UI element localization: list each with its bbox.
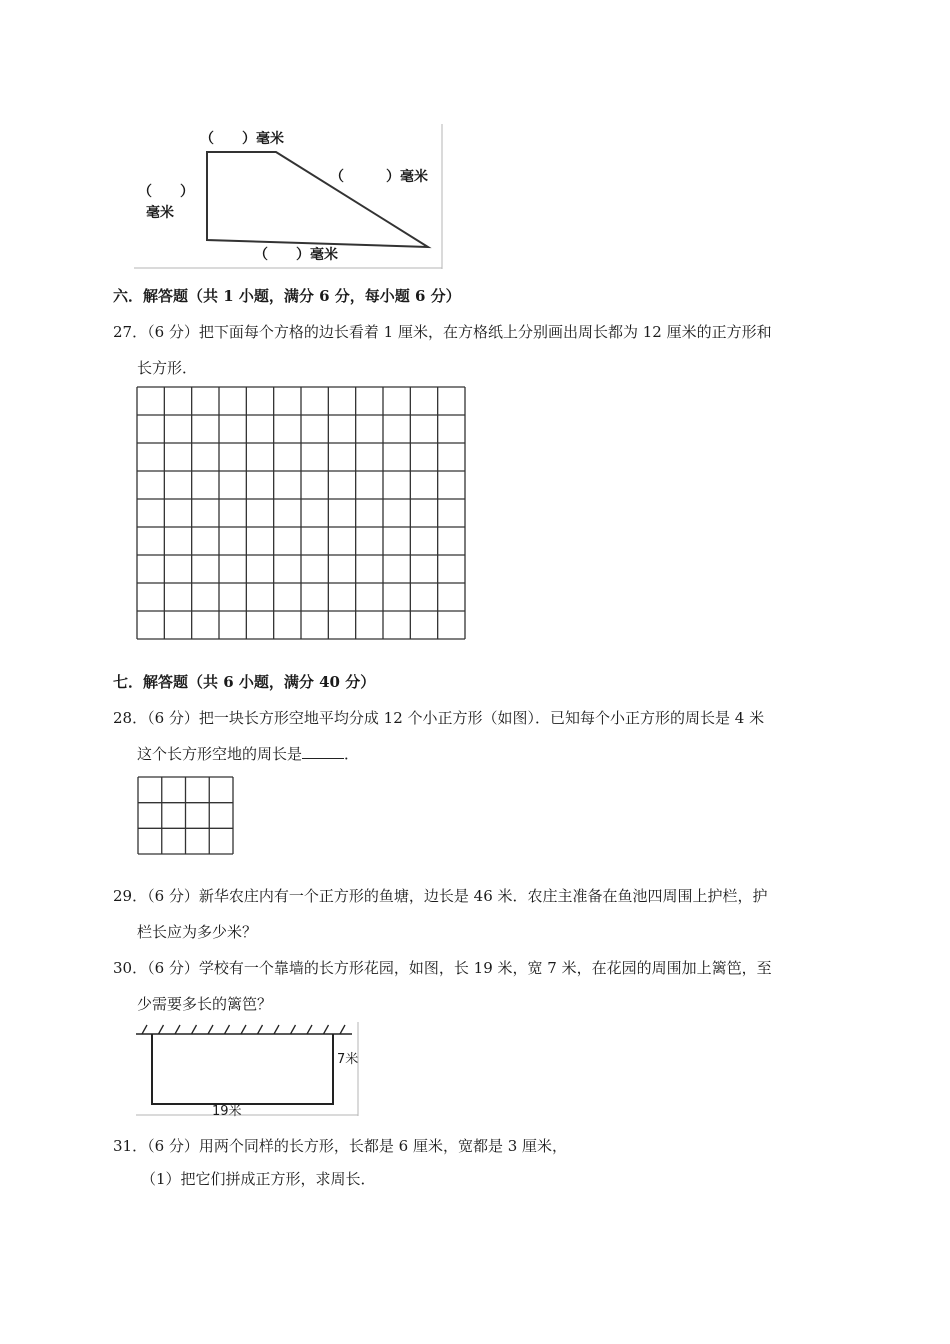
q28-line-2-prefix: 这个长方形空地的周长是 [137, 745, 303, 763]
q30-line-1: 30．（6 分）学校有一个靠墙的长方形花园，如图，长 19 米，宽 7 米，在花园的周围加上篱笆，至 [113, 959, 772, 977]
q27-line-2: 长方形． [137, 359, 198, 377]
garden-svg [136, 1022, 360, 1116]
label-left-paren: （ ） [138, 184, 194, 200]
label-slant-side: （ ）毫米 [330, 169, 428, 185]
hatch-mark [159, 1025, 164, 1034]
hatch-mark [274, 1025, 279, 1034]
section-7-heading: 七．解答题（共 6 小题，满分 40 分） [113, 673, 376, 691]
q28-line-2-suffix: ． [344, 745, 360, 763]
hatch-mark [241, 1025, 246, 1034]
q28-grid-figure [137, 776, 234, 855]
q29-line-2: 栏长应为多少米？ [137, 923, 258, 941]
hatch-mark [142, 1025, 147, 1034]
q31-line-1: 31．（6 分）用两个同样的长方形，长都是 6 厘米，宽都是 3 厘米， [113, 1137, 568, 1155]
hatch-mark [192, 1025, 197, 1034]
wall-hatching [142, 1025, 345, 1034]
q27-grid-paper [136, 386, 466, 640]
q29-line-1: 29．（6 分）新华农庄内有一个正方形的鱼塘，边长是 46 米．农庄主准备在鱼池四周围上护栏，护 [113, 887, 768, 905]
q31-sub-1: （1）把它们拼成正方形，求周长． [141, 1170, 376, 1188]
q28-line-1: 28．（6 分）把一块长方形空地平均分成 12 个小正方形（如图）．已知每个小正方形的周长是 4 米 [113, 709, 765, 727]
q28-line-2 [137, 744, 359, 764]
garden-fence [152, 1034, 333, 1104]
q30-line-2: 少需要多长的篱笆？ [137, 995, 273, 1013]
hatch-mark [258, 1025, 263, 1034]
label-length: 19米 [212, 1104, 242, 1119]
hatch-mark [175, 1025, 180, 1034]
hatch-mark [307, 1025, 312, 1034]
q30-garden-figure [136, 1022, 360, 1119]
hatch-mark [208, 1025, 213, 1034]
hatch-mark [340, 1025, 345, 1034]
hatch-mark [291, 1025, 296, 1034]
label-top-side: （ ）毫米 [200, 131, 284, 147]
section-6-heading: 六．解答题（共 1 小题，满分 6 分，每小题 6 分） [113, 287, 461, 305]
q27-line-1: 27．（6 分）把下面每个方格的边长看着 1 厘米，在方格纸上分别画出周长都为 12 厘米的正方形和 [113, 323, 772, 341]
hatch-mark [324, 1025, 329, 1034]
q28-answer-blank[interactable] [302, 744, 344, 759]
hatch-mark [225, 1025, 230, 1034]
label-left-unit: 毫米 [146, 205, 174, 221]
label-bottom-side: （ ）毫米 [254, 247, 338, 263]
label-width: 7米 [337, 1052, 359, 1067]
trapezoid-figure [134, 124, 444, 269]
